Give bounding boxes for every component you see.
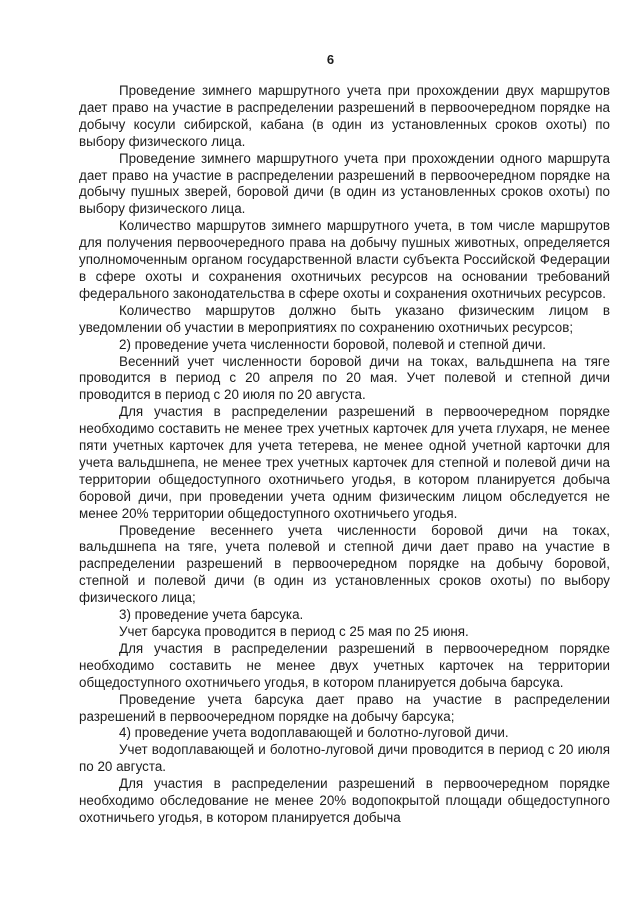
paragraph: Учет барсука проводится в период с 25 мая по 25 июня.: [119, 624, 469, 639]
paragraph: Проведение зимнего маршрутного учета при прохождении одного маршрута дает право на участие в распределении разрешений в первоочередном порядке на добычу пушных зверей, боровой дичи (в один из установленных сроков охоты) по выбору физического лица.: [79, 150, 610, 217]
paragraph: Для участия в распределении разрешений в первоочередном порядке необходимо обследование не менее 20% водопокрытой площади общедоступного охотничьего угодья, в котором планируется добыча: [79, 776, 610, 825]
paragraph: 4) проведение учета водоплавающей и болотно-луговой дичи.: [119, 725, 509, 741]
paragraph: Количество маршрутов должно быть указано физическим лицом в уведомлении об участии в мероприятиях по сохранению охотничьих ресурсов;: [79, 302, 610, 335]
paragraph: Весенний учет численности боровой дичи на токах, вальдшнепа на тяге проводится в период с 20 апреля по 20 мая. Учет полевой и степной дичи проводится в период с 20 июля по 20 августа.: [79, 353, 610, 403]
paragraph: Количество маршрутов зимнего маршрутного учета, в том числе маршрутов для получения первоочередного права на добычу пушных животных, определяется уполномоченным органом государственной власти субъекта Российской Федерации в сфере охоты и сохранения охотничьих ресурсов на основании требований федерального законодательства в сфере охоты и сохранения охотничьих ресурсов.: [79, 218, 610, 301]
paragraph: Учет водоплавающей и болотно-луговой дичи проводится в период с 20 июля по 20 августа.: [79, 742, 610, 775]
paragraph: Проведение весеннего учета численности боровой дичи на токах, вальдшнепа на тяге, учета полевой и степной дичи дает право на участие в распределении разрешений в первоочередном порядке на добычу боровой, степной и полевой дичи (в один из установленных сроков охоты) по выбору физического лица;: [79, 522, 610, 606]
paragraph: Для участия в распределении разрешений в первоочередном порядке необходимо составить не менее двух учетных карточек на территории общедоступного охотничьего угодья, в котором планируется добыча барсука.: [79, 640, 610, 690]
page-number: 6: [326, 52, 335, 67]
paragraph: Проведение зимнего маршрутного учета при прохождении двух маршрутов дает право на участие в распределении разрешений в первоочередном порядке на добычу косули сибирской, кабана (в один из установленных сроков охоты) по выбору физического лица.: [79, 83, 610, 149]
paragraph: 2) проведение учета численности боровой, полевой и степной дичи.: [119, 336, 547, 352]
paragraph: 3) проведение учета барсука.: [119, 607, 304, 623]
document-body: [79, 83, 610, 827]
paragraph: Проведение учета барсука дает право на участие в распределении разрешений в первоочередном порядке на добычу барсука;: [79, 691, 610, 724]
paragraph: Для участия в распределении разрешений в первоочередном порядке необходимо составить не менее трех учетных карточек для учета глухаря, не менее пяти учетных карточек для учета тетерева, не менее одной учетной карточки для учета вальдшнепа, не менее трех учетных карточек для степной и полевой дичи на территории общедоступного охотничьего угодья, в котором планируется добыча боровой дичи, при проведении учета одним физическим лицом обследуется не менее 20% территории общедоступного охотничьего угодья.: [79, 404, 610, 521]
